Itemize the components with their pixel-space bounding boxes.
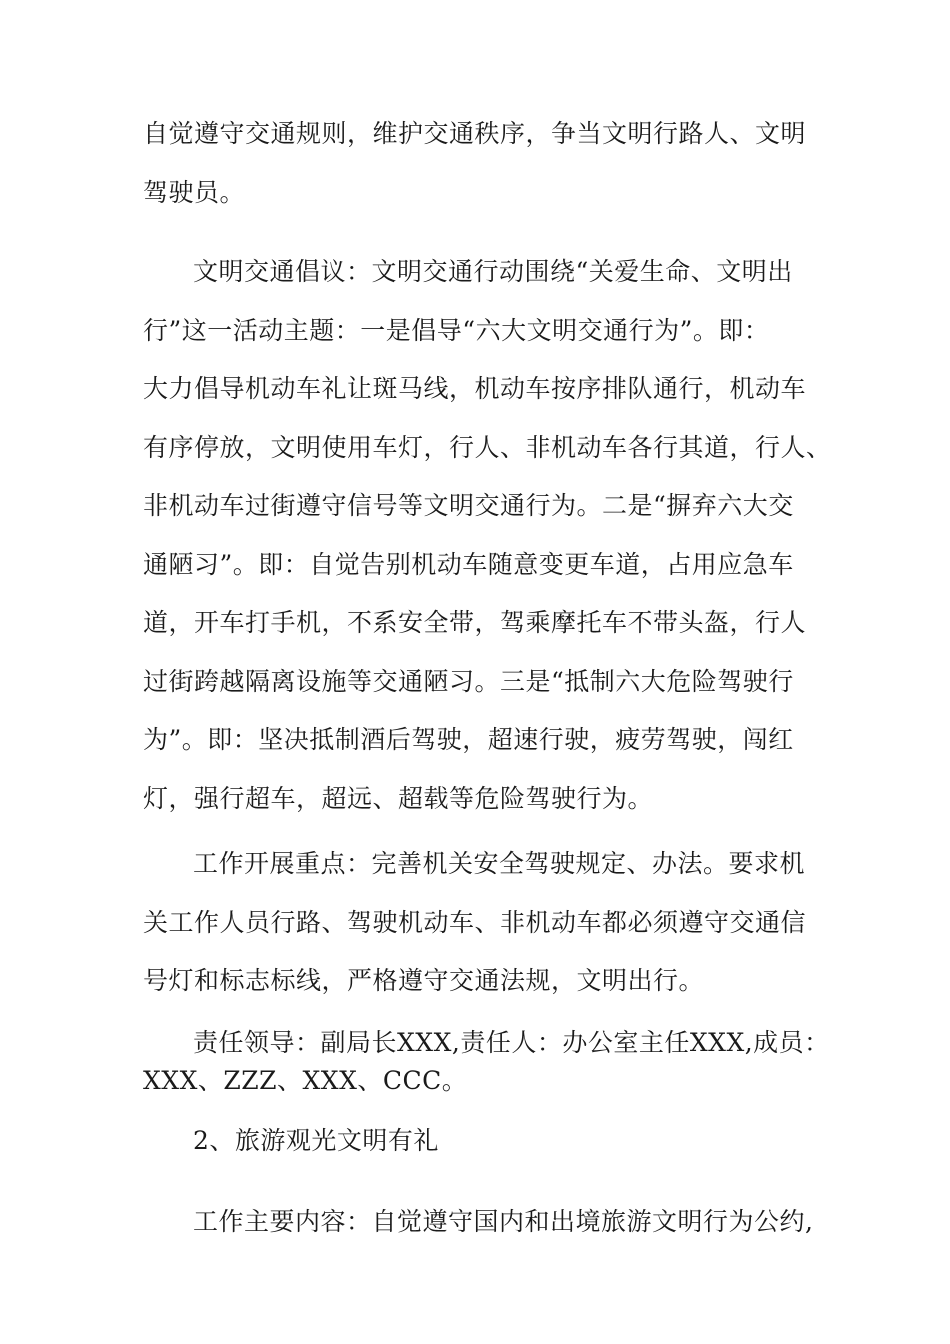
- text-line: 大力倡导机动车礼让斑马线，机动车按序排队通行，机动车: [143, 374, 807, 403]
- text-line: 关工作人员行路、驾驶机动车、非机动车都必须遵守交通信: [143, 907, 807, 937]
- paragraph-responsible-persons: [143, 1024, 830, 1100]
- text-line: 行”这一活动主题：一是倡导“六大文明交通行为”。即：: [143, 315, 770, 345]
- text-line: 工作开展重点：完善机关安全驾驶规定、办法。要求机: [193, 849, 806, 878]
- text-line: 自觉遵守交通规则，维护交通秩序，争当文明行路人、文明: [143, 119, 807, 148]
- paragraph-work-focus: [143, 835, 823, 1011]
- text-line: 驾驶员。: [143, 177, 246, 207]
- text-line: 非机动车过街遵守信号等文明交通行为。二是“摒弃六大交: [143, 491, 794, 520]
- paragraph-tourism-content: [143, 1193, 823, 1252]
- text-line: 工作主要内容：自觉遵守国内和出境旅游文明行为公约,: [193, 1207, 814, 1236]
- text-line: 灯，强行超车，超远、超载等危险驾驶行为。: [143, 783, 654, 813]
- text-line: 有序停放，文明使用车灯，行人、非机动车各行其道，行人、: [143, 432, 832, 462]
- text-line: 道，开车打手机，不系安全带，驾乘摩托车不带头盔，行人: [143, 608, 807, 637]
- text-line: XXX、ZZZ、XXX、CCC。: [143, 1066, 468, 1095]
- paragraph-traffic-rules: [143, 105, 823, 222]
- text-line: 为”。即：坚决抵制酒后驾驶，超速行驶，疲劳驾驶，闯红: [143, 725, 794, 754]
- text-line: 文明交通倡议：文明交通行动围绕“关爱生命、文明出: [193, 257, 793, 286]
- text-line: 过街跨越隔离设施等交通陋习。三是“抵制六大危险驾驶行: [143, 666, 794, 696]
- text-line: 2、旅游观光文明有礼: [193, 1126, 439, 1155]
- section-heading-tourism: [143, 1112, 823, 1171]
- text-line: 通陋习”。即：自觉告别机动车随意变更车道，占用应急车: [143, 549, 794, 579]
- text-line: 责任领导：副局长XXX,责任人：办公室主任XXX,成员：: [193, 1028, 830, 1057]
- paragraph-civilized-traffic-initiative: [143, 243, 832, 828]
- text-line: 号灯和标志标线，严格遵守交通法规，文明出行。: [143, 966, 705, 995]
